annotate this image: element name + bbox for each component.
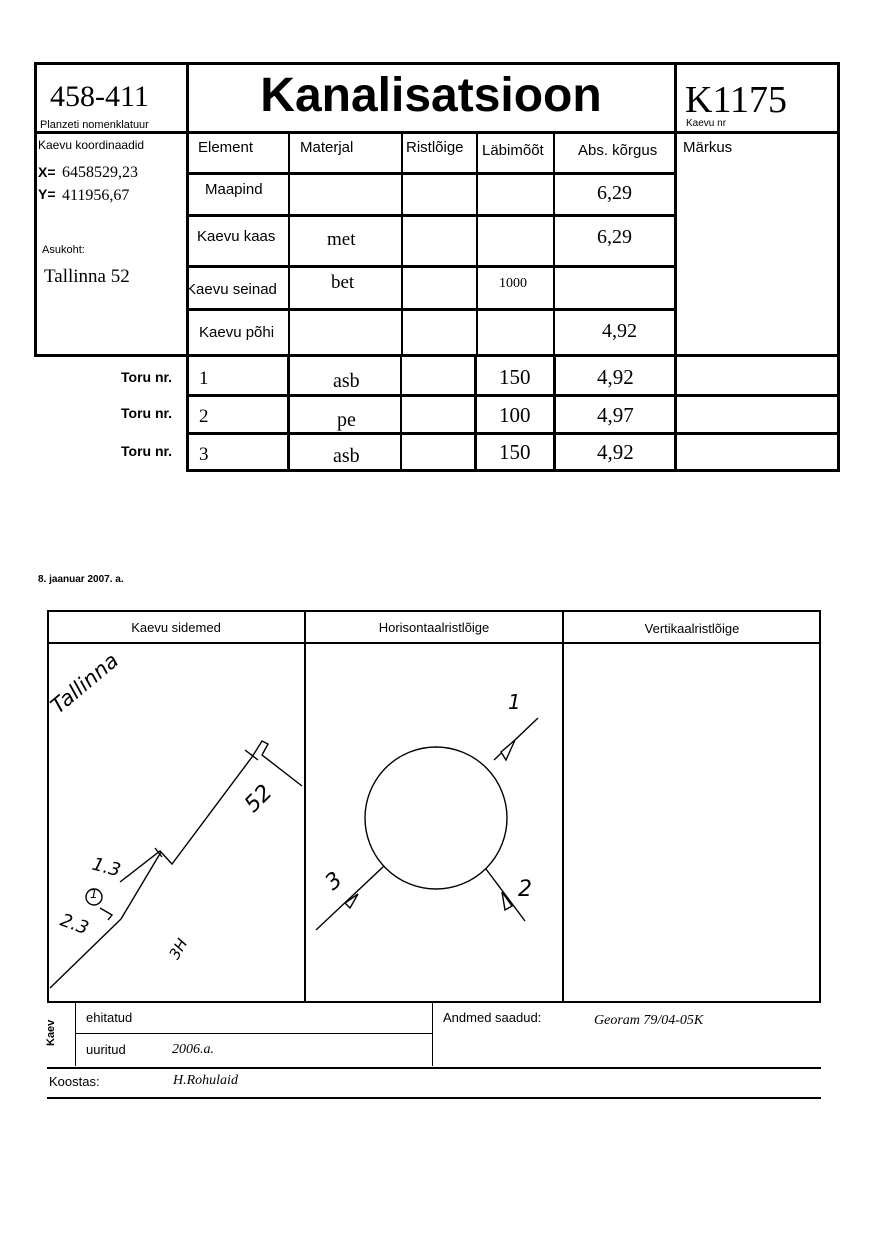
pipe-diameter-3: 150	[499, 440, 531, 464]
pipe-height-2: 4,97	[597, 403, 634, 427]
document-date: 8. jaanuar 2007. a.	[38, 574, 124, 585]
well-label: Kaevu nr	[686, 118, 727, 129]
pipe-label-3: Toru nr.	[121, 443, 173, 459]
x-value: 6458529,23	[62, 164, 138, 181]
location-value: Tallinna 52	[44, 266, 130, 287]
coords-label: Kaevu koordinaadid	[38, 138, 145, 152]
surveyed-label: uuritud	[86, 1042, 126, 1057]
y-label: Y=	[38, 186, 56, 202]
author-value: H.Rohulaid	[173, 1073, 238, 1088]
hand-distance-a: 1.3	[89, 853, 123, 882]
y-value: 411956,67	[62, 187, 130, 204]
col-header-cross-section: Ristlõige	[406, 139, 464, 156]
pipe-height-1: 4,92	[597, 365, 634, 389]
panel-header-vertical: Vertikaalristlõige	[644, 621, 740, 636]
built-label: ehitatud	[86, 1010, 133, 1025]
surveyed-value: 2006.a.	[172, 1042, 214, 1057]
hand-side-mark: 3H	[165, 935, 192, 963]
pipe-nr-1: 1	[199, 368, 209, 389]
element-kaevu-pohi: Kaevu põhi	[199, 324, 275, 341]
col-header-material: Materjal	[300, 139, 354, 156]
pipe-label-2: Toru nr.	[121, 405, 173, 421]
well-number: K1175	[685, 79, 788, 121]
pipe-nr-2: 2	[199, 406, 209, 427]
height-kaevu-pohi: 4,92	[602, 320, 637, 342]
pipe-label-1: Toru nr.	[121, 369, 173, 385]
sheet-label: Planzeti nomenklatuur	[40, 119, 149, 131]
pipe-material-1: asb	[333, 370, 360, 392]
sheet-number: 458-411	[50, 80, 149, 113]
hand-pipe-2: 2	[518, 877, 532, 902]
element-kaevu-kaas: Kaevu kaas	[197, 228, 276, 245]
pipe-material-2: pe	[337, 409, 356, 431]
height-maapind: 6,29	[597, 182, 632, 204]
pipe-height-3: 4,92	[597, 440, 634, 464]
element-kaevu-seinad: Kaevu seinad	[186, 281, 277, 298]
data-source-value: Georam 79/04-05K	[594, 1013, 704, 1028]
height-kaevu-kaas: 6,29	[597, 226, 632, 248]
x-label: X=	[38, 164, 56, 180]
panel-header-horizontal: Horisontaalristlõige	[378, 620, 490, 635]
hand-pipe-3: 3	[320, 867, 348, 896]
material-kaevu-seinad: bet	[331, 272, 355, 293]
hand-well-mark: 1	[90, 887, 98, 901]
hand-distance-b: 2.3	[57, 909, 92, 940]
col-header-abs-height: Abs. kõrgus	[578, 142, 658, 159]
element-maapind: Maapind	[205, 181, 263, 198]
hand-pipe-1: 1	[508, 690, 521, 714]
page-title: Kanalisatsioon	[260, 69, 602, 122]
hand-street-label: Tallinna	[46, 648, 124, 719]
pipe-diameter-2: 100	[499, 403, 531, 427]
well-section-label: Kaev	[45, 1019, 57, 1046]
data-source-label: Andmed saadud:	[443, 1010, 542, 1025]
col-header-diameter: Läbimõõt	[482, 142, 544, 159]
location-label: Asukoht:	[42, 244, 85, 256]
col-header-notes: Märkus	[683, 139, 733, 156]
pipe-nr-3: 3	[199, 444, 209, 465]
pipe-material-3: asb	[333, 445, 360, 467]
footer-frame	[47, 1002, 821, 1069]
diameter-kaevu-seinad: 1000	[499, 276, 527, 291]
panel-header-connections: Kaevu sidemed	[131, 620, 221, 635]
horizontal-section-drawing	[316, 718, 538, 930]
pipe-diameter-1: 150	[499, 365, 531, 389]
col-header-element: Element	[198, 139, 254, 156]
material-kaevu-kaas: met	[327, 229, 356, 250]
author-label: Koostas:	[49, 1074, 100, 1089]
hand-house-number: 52	[240, 780, 278, 818]
